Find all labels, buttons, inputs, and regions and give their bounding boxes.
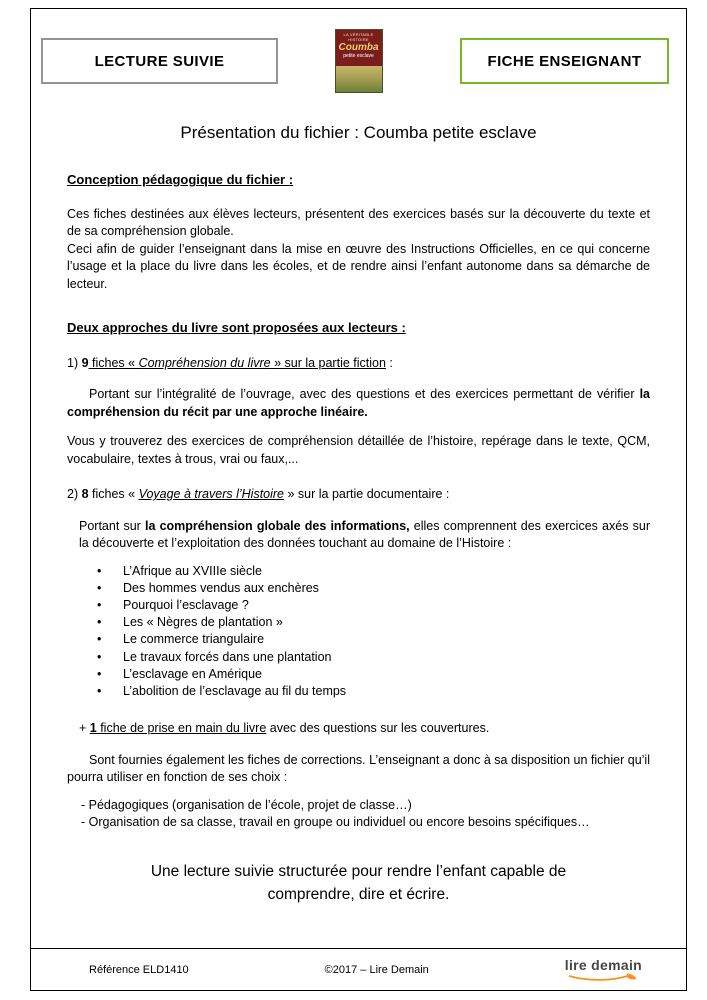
list-item: • L’abolition de l’esclavage au fil du temps (123, 683, 650, 700)
fiche-enseignant-box (460, 38, 669, 84)
paragraph-intro-2: Ceci afin de guider l’enseignant dans la mise en œuvre des Instructions Officielles, en ce qui concerne l’usage et la place du livre dans les écoles, et de rendre ainsi l’enfant autonome dans sa démarche de lecteur. (67, 241, 650, 291)
list-item: • Le commerce triangulaire (123, 631, 650, 648)
reference-label: Référence ELD1410 (89, 963, 189, 976)
paragraph-fiction-1: Portant sur l’intégralité de l’ouvrage, avec des questions et des exercices permettant de vérifier la compréhension du récit par une approche linéaire. (67, 387, 650, 419)
copyright-label: ©2017 – Lire Demain (324, 963, 429, 976)
topics-list (67, 563, 650, 701)
documentaire-heading-line: 2) 8 fiches « Voyage à travers l’Histoire » sur la partie documentaire : (67, 487, 450, 501)
choice-item-1: - Pédagogiques (organisation de l’école, projet de classe…) (81, 797, 412, 812)
heading-approches: Deux approches du livre sont proposées aux lecteurs : (67, 320, 406, 335)
book-cover-top (336, 30, 382, 66)
extra-fiche-line: + 1 fiche de prise en main du livre avec des questions sur les couvertures. (79, 721, 490, 736)
heading-conception: Conception pédagogique du fichier : (67, 172, 294, 187)
list-item: • Les « Nègres de plantation » (123, 614, 650, 631)
paragraph-intro-1: Ces fiches destinées aux élèves lecteurs, présentent des exercices basés sur la découverte du texte et de sa compréhension globale. (67, 206, 650, 238)
fiche-enseignant-label: FICHE ENSEIGNANT (487, 52, 642, 70)
document-body (31, 171, 686, 906)
lecture-suivie-label: LECTURE SUIVIE (94, 52, 225, 70)
book-cover-art (336, 66, 382, 92)
lecture-suivie-box (41, 38, 278, 84)
paragraph-documentaire: Portant sur la compréhension globale des informations, elles comprennent des exercices axés sur la découverte et l’exploitation des données touchant au domaine de l’Histoire : (79, 518, 650, 550)
list-item: • L’esclavage en Amérique (123, 666, 650, 683)
choice-item-2: - Organisation de sa classe, travail en groupe ou individuel ou encore besoins spécifiques… (81, 815, 590, 830)
list-item: • Pourquoi l’esclavage ? (123, 597, 650, 614)
paragraph-fiction-2: Vous y trouverez des exercices de compréhension détaillée de l’histoire, repérage dans le texte, QCM, vocabulaire, textes à trous, vrai ou faux,... (67, 434, 650, 466)
list-item: • Le travaux forcés dans une plantation (123, 649, 650, 666)
page-title: Présentation du fichier : Coumba petite esclave (180, 123, 537, 142)
list-item: • Des hommes vendus aux enchères (123, 580, 650, 597)
book-series-label: LA VÉRITABLE HISTOIRE (343, 32, 374, 42)
book-subtitle-label: petite esclave (343, 53, 374, 59)
footer (31, 948, 686, 990)
book-title-label: Coumba (338, 42, 379, 53)
closing-statement: Une lecture suivie structurée pour rendre l’enfant capable de comprendre, dire et écrire. (150, 862, 567, 903)
list-item: • L’Afrique au XVIIIe siècle (123, 563, 650, 580)
logo-text: lire demain (564, 956, 642, 973)
fiction-heading-line: 1) 9 fiches « Compréhension du livre » sur la partie fiction : (67, 355, 393, 370)
logo-swoosh-icon (567, 973, 639, 982)
page-frame (30, 8, 687, 991)
lire-demain-logo (565, 958, 642, 982)
book-cover (335, 29, 383, 93)
header (31, 9, 686, 97)
paragraph-corrections: Sont fournies également les fiches de corrections. L’enseignant a donc à sa disposition un fichier qu’il pourra utiliser en fonction de ses choix : (67, 752, 650, 785)
